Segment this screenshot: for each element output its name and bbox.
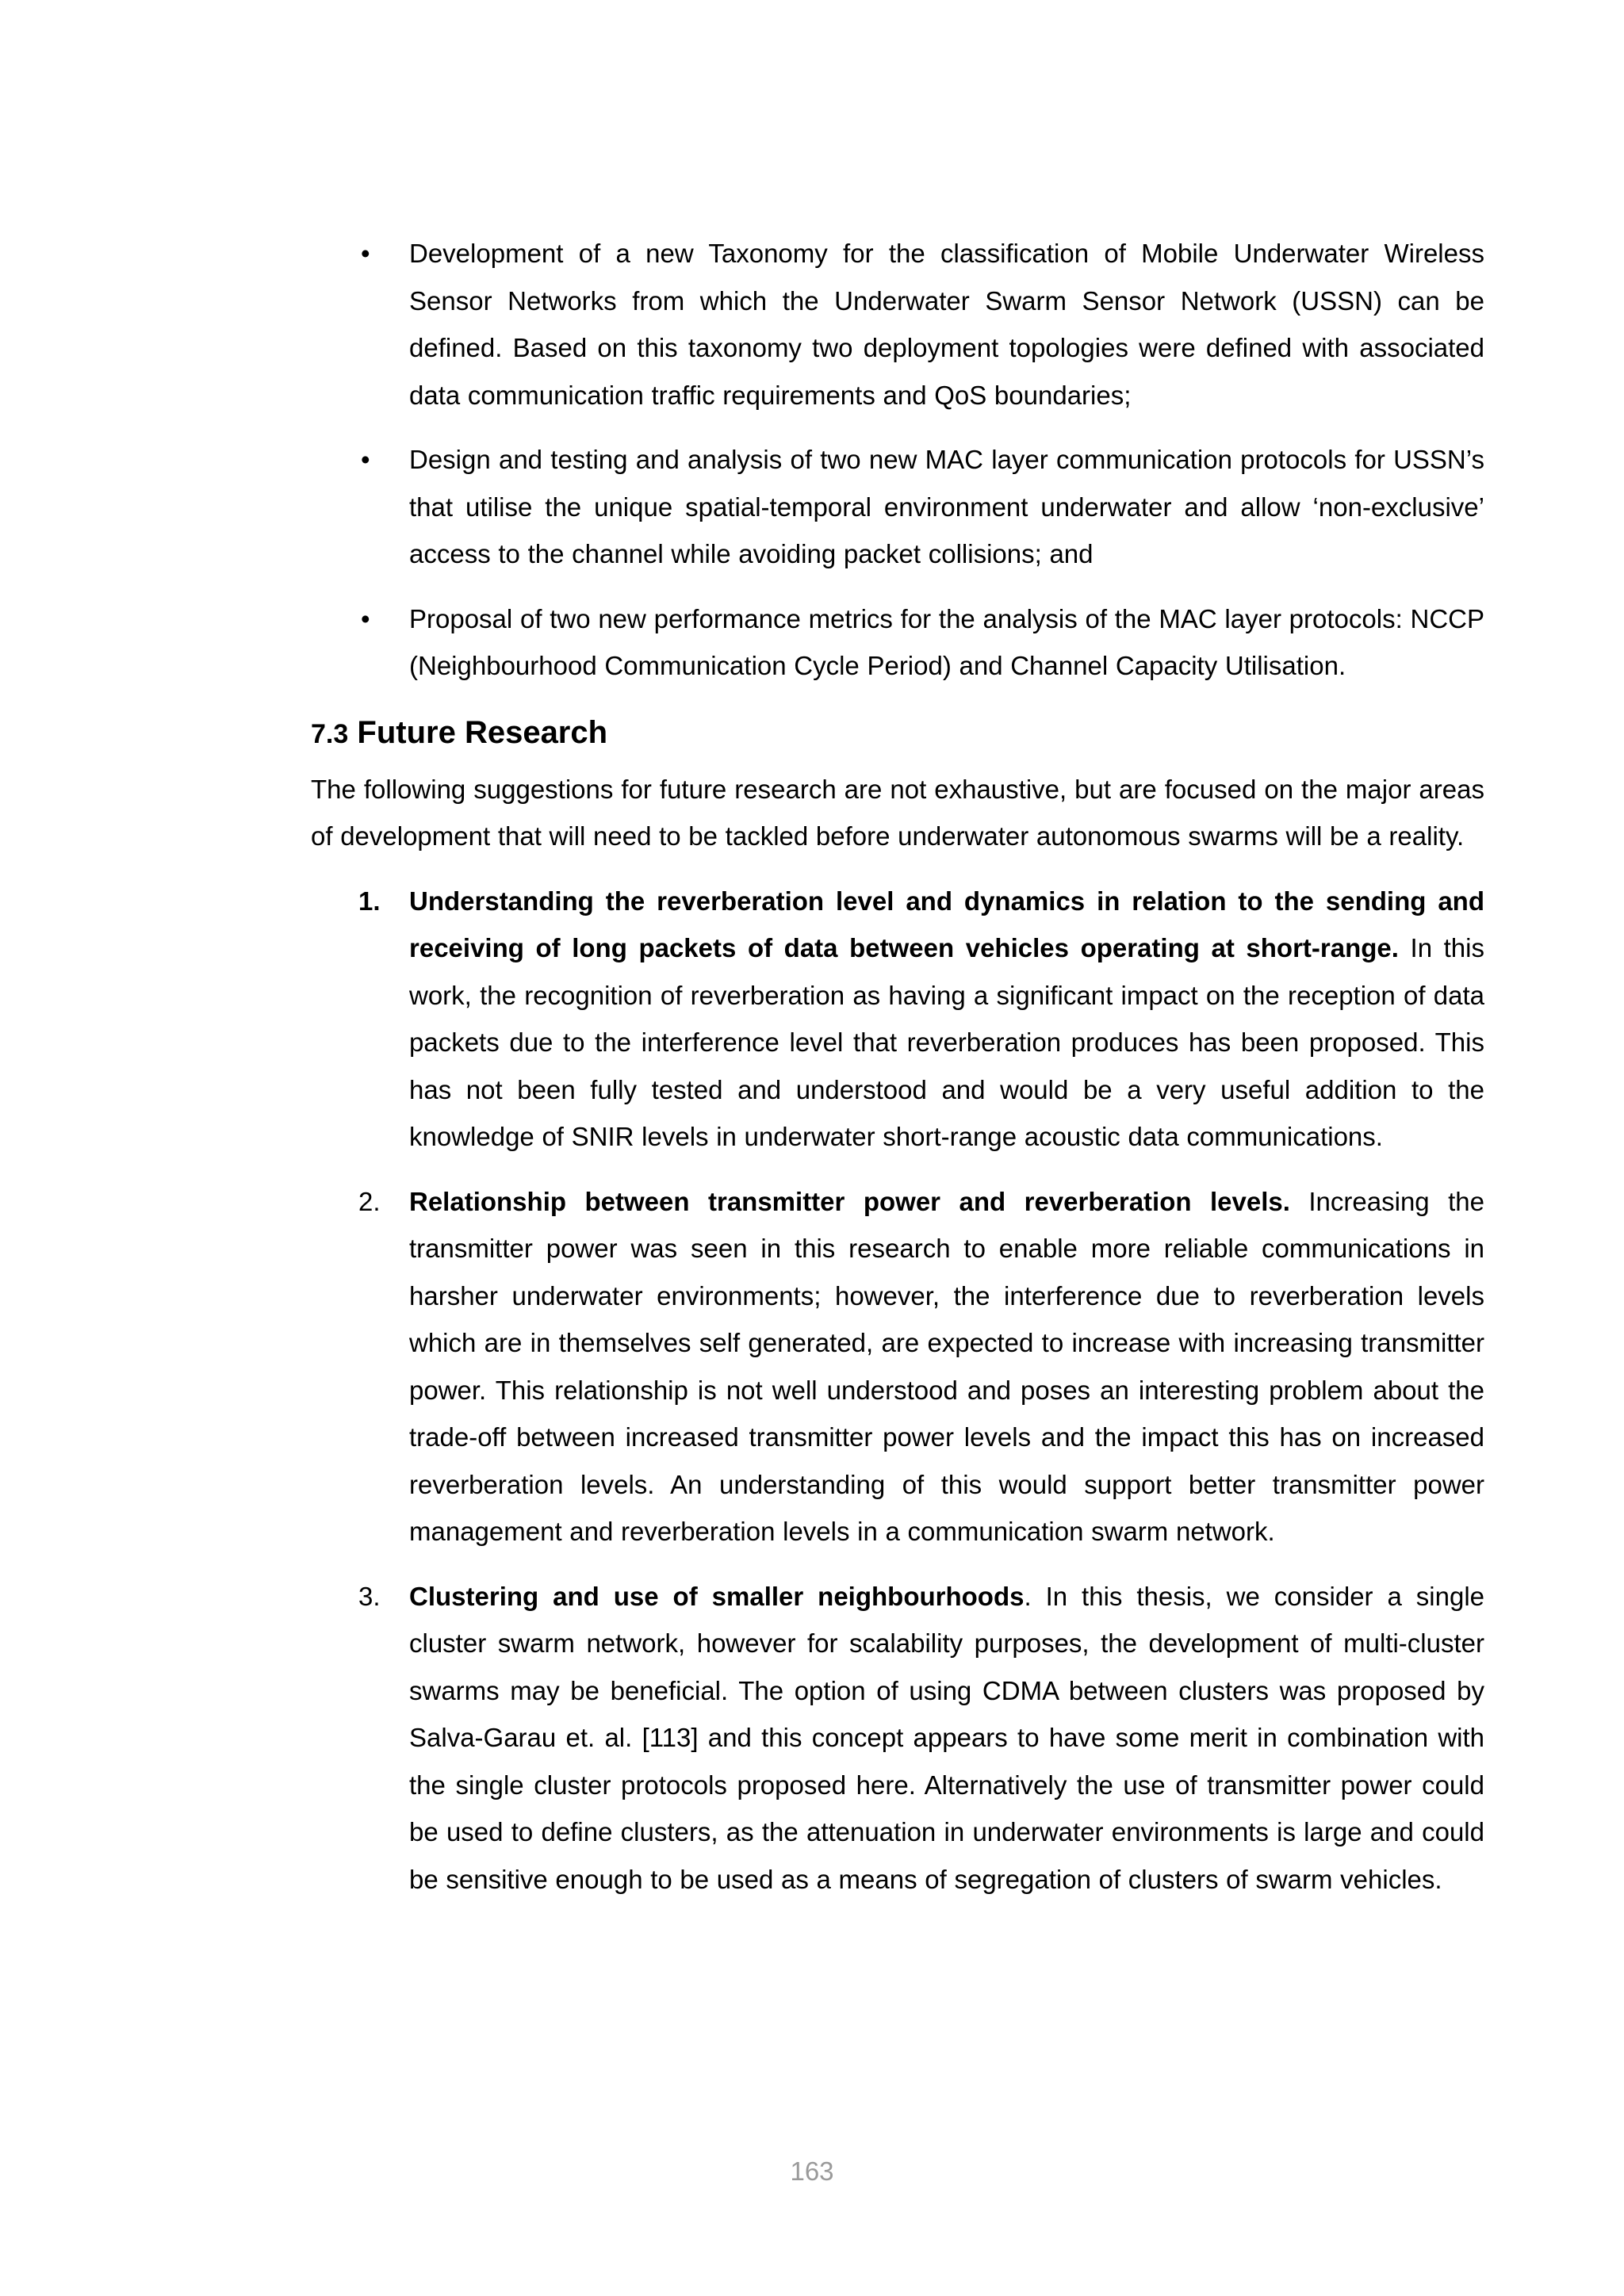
item-text xyxy=(409,1573,1484,1904)
bullet-text: Development of a new Taxonomy for the classification of Mobile Underwater Wireless Sensor Networks from which the Underwater Swarm Sensor Network (USSN) can be defined. Based on this taxonomy two deployment topologies were defined with associated data communication traffic requirements and QoS boundaries; xyxy=(409,239,1484,410)
section-number: 7.3 xyxy=(311,718,349,749)
bullet-icon: • xyxy=(361,603,370,633)
bullet-item xyxy=(311,595,1484,690)
bullet-item xyxy=(311,436,1484,578)
item-body: Increasing the transmitter power was seen in this research to enable more reliable communications in harsher underwater environments; however, the interference due to reverberation levels which are in themselves self generated, are expected to increase with increasing transmitter power. This relationship is not well understood and poses an interesting problem about the trade-off between increased transmitter power levels and the impact this has on increased reverberation levels. An understanding of this would support better transmitter power management and reverberation levels in a communication swarm network. xyxy=(409,1186,1484,1546)
bullet-text: Design and testing and analysis of two new MAC layer communication protocols for USSN’s that utilise the unique spatial-temporal environment underwater and allow ‘non-exclusive’ access to the channel while avoiding packet collisions; and xyxy=(409,445,1484,568)
numbered-item xyxy=(311,1178,1484,1556)
item-text xyxy=(409,1178,1484,1556)
future-research-list xyxy=(311,878,1484,1904)
item-number: 1. xyxy=(358,886,381,916)
item-number: 3. xyxy=(358,1581,381,1611)
numbered-item xyxy=(311,878,1484,1161)
section-heading xyxy=(311,707,1484,760)
item-body: In this work, the recognition of reverberation as having a significant impact on the reception of data packets due to the interference level that reverberation produces has been proposed. This has not been fully tested and understood and would be a very useful addition to the knowledge of SNIR levels in underwater short-range acoustic data communications. xyxy=(409,933,1484,1151)
bullet-icon: • xyxy=(361,445,370,474)
bullet-icon: • xyxy=(361,239,370,268)
section-title: Future Research xyxy=(357,714,608,750)
bullet-text: Proposal of two new performance metrics for the analysis of the MAC layer protocols: NCCP (Neighbourhood Communication Cycle Period) and Channel Capacity Utilisation. xyxy=(409,603,1484,680)
item-body: . In this thesis, we consider a single cluster swarm network, however for scalability purposes, the development of multi-cluster swarms may be beneficial. The option of using CDMA between clusters was proposed by Salva-Garau et. al. [113] and this concept appears to have some merit in combination with the single cluster protocols proposed here. Alternatively the use of transmitter power could be used to define clusters, as the attenuation in underwater environments is large and could be sensitive enough to be used as a means of segregation of clusters of swarm vehicles. xyxy=(409,1581,1484,1894)
intro-paragraph: The following suggestions for future research are not exhaustive, but are focused on the major areas of development that will need to be tackled before underwater autonomous swarms will be a reality. xyxy=(311,774,1484,851)
page-content xyxy=(311,230,1484,1920)
page-number: 163 xyxy=(790,2156,834,2186)
item-text xyxy=(409,878,1484,1161)
bullet-item xyxy=(311,230,1484,419)
item-title: Relationship between transmitter power and reverberation levels. xyxy=(409,1186,1290,1216)
item-number: 2. xyxy=(358,1186,381,1216)
item-title: Clustering and use of smaller neighbourhoods xyxy=(409,1581,1025,1611)
item-title: Understanding the reverberation level and dynamics in relation to the sending and receiving of long packets of data between vehicles operating at short-range. xyxy=(409,886,1484,962)
contributions-bullet-list xyxy=(311,230,1484,690)
numbered-item xyxy=(311,1573,1484,1904)
